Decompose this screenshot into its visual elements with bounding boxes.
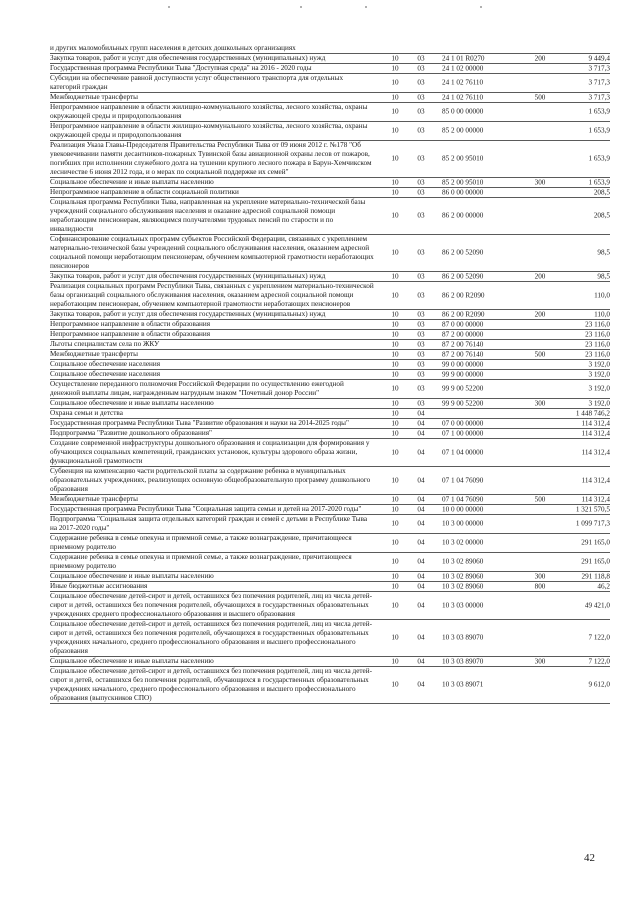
section-code: 10 [391,340,399,348]
table-row [50,657,610,667]
section-code: 10 [391,419,399,427]
section-code: 10 [391,350,399,358]
subsection-code: 04 [417,409,425,417]
target-article: 07 1 04 76090 [442,495,484,503]
target-article: 10 3 03 89071 [442,680,484,689]
table-row [50,178,610,188]
section-code: 10 [391,93,399,101]
table-row [50,141,610,178]
table-row [50,320,610,330]
section-code: 10 [391,448,399,456]
subsection-code: 03 [417,384,425,393]
subsection-code: 03 [417,64,425,72]
subsection-code: 04 [417,505,425,513]
row-name: Субсидии на обеспечение равной доступности услуг общественного транспорта для отдельных категорий граждан [50,74,344,91]
section-code: 10 [391,107,399,116]
target-article: 99 9 00 00000 [442,370,484,378]
subsection-code: 04 [417,495,425,503]
table-row [50,399,610,409]
section-code: 10 [391,572,399,580]
target-article: 85 2 00 95010 [442,178,484,186]
amount: 3 717,3 [588,64,610,72]
subsection-code: 03 [417,248,425,257]
table-row [50,439,610,467]
target-article: 24 1 02 76110 [442,93,484,101]
target-article: 07 0 00 00000 [442,419,484,427]
table-row [50,188,610,198]
amount: 114 312,4 [581,495,610,503]
section-code: 10 [391,272,399,280]
expense-type: 300 [534,178,546,186]
target-article: 87 0 00 00000 [442,320,484,328]
amount: 3 717,3 [588,78,610,87]
expense-type: 800 [534,582,546,590]
table-row [50,235,610,272]
table-row [50,467,610,495]
expense-type: 200 [534,272,546,280]
target-article: 87 2 00 76140 [442,350,484,358]
table-row [50,620,610,657]
table-row [50,572,610,582]
amount: 23 116,0 [585,330,610,338]
section-code: 10 [391,495,399,503]
subsection-code: 03 [417,310,425,318]
section-code: 10 [391,330,399,338]
row-name: Социальное обеспечение детей-сирот и детей, оставшихся без попечения родителей, лиц из числа детей-сирот и детей, оставшихся без попечения родителей, обучающихся в государственных образовательных учреждениях среднего профессионального образования и высшего образования [50,592,372,618]
table-row [50,350,610,360]
subsection-code: 03 [417,211,425,220]
amount: 1 653,9 [588,126,610,135]
row-name: и других маломобильных групп населения в детских дошкольных организациях [50,44,296,52]
target-article: 86 2 00 52090 [442,248,484,257]
target-article: 99 9 00 52200 [442,399,484,407]
section-code: 10 [391,409,399,417]
section-code: 10 [391,211,399,220]
row-name: Непрограммное направление в области жилищно-коммунального хозяйства, лесного хозяйства, охраны окружающей среды и природопользования [50,122,368,139]
amount: 110,0 [594,310,610,318]
table-row [50,370,610,380]
table-row [50,93,610,103]
subsection-code: 04 [417,519,425,528]
subsection-code: 03 [417,350,425,358]
row-name: Субвенция на компенсацию части родительской платы за содержание ребенка в муниципальных образовательных учреждениях, реализующих основную общеобразовательную программу дошкольного образования [50,467,371,493]
target-article: 24 1 02 76110 [442,78,484,87]
table-row [50,360,610,370]
target-article: 10 0 00 00000 [442,505,484,513]
expense-type: 500 [534,93,546,101]
section-code: 10 [391,538,399,547]
table-row [50,582,610,592]
page-number: 42 [584,852,595,864]
row-name: Непрограммное направление в области образования [50,330,211,338]
section-code: 10 [391,429,399,437]
subsection-code: 04 [417,601,425,609]
target-article: 10 3 00 00000 [442,519,484,528]
table-row [50,54,610,64]
section-code: 10 [391,310,399,318]
row-name: Непрограммное направление в области социальной политики [50,188,239,196]
table-row [50,495,610,505]
amount: 1 653,9 [588,107,610,116]
expense-type: 300 [534,572,546,580]
subsection-code: 04 [417,476,425,484]
amount: 9 612,0 [588,680,610,689]
amount: 114 312,4 [581,476,610,484]
row-name: Создание современной инфраструктуры дошкольного образования и социализации для формирования у обучающихся социальных компетенций, гражданских установок, культуры здорового образа жизни, функциональной грамотности [50,439,370,465]
section-code: 10 [391,557,399,566]
target-article: 10 3 03 89070 [442,657,484,665]
section-code: 10 [391,505,399,513]
amount: 3 192,0 [588,370,610,378]
row-name: Охрана семьи и детства [50,409,123,417]
subsection-code: 03 [417,330,425,338]
row-name: Закупка товаров, работ и услуг для обеспечения государственных (муниципальных) нужд [50,310,326,318]
table-row [50,330,610,340]
amount: 98,5 [597,248,610,257]
expense-type: 500 [534,350,546,358]
table-row [50,103,610,122]
budget-table [50,44,610,704]
target-article: 86 2 00 00000 [442,211,484,220]
table-row [50,272,610,282]
amount: 9 449,4 [588,54,610,62]
amount: 1 448 746,2 [575,409,610,417]
row-name: Межбюджетные трансферты [50,350,138,358]
section-code: 10 [391,78,399,87]
target-article: 07 1 04 00000 [442,448,484,456]
table-row [50,409,610,419]
row-name: Социальное обеспечение населения [50,370,161,378]
row-name: Осуществление переданного полномочия Российской Федерации по осуществлению ежегодной денежной выплаты лицам, награжденным нагрудным знаком "Почетный донор России" [50,380,344,397]
amount: 46,2 [597,582,610,590]
row-name: Социальная программа Республики Тыва, направленная на укрепление материально-технической базы учреждений социального обслуживания населения и оказание адресной социальной помощи неработающим пенсионерам, являющимся получателями трудовых пенсий по старости и по инвалидности [50,198,366,233]
subsection-code: 04 [417,633,425,642]
target-article: 24 1 02 00000 [442,64,484,72]
row-name: Закупка товаров, работ и услуг для обеспечения государственных (муниципальных) нужд [50,272,326,280]
subsection-code: 03 [417,126,425,135]
amount: 1 653,9 [588,154,610,163]
target-article: 99 9 00 52200 [442,384,484,393]
row-name: Непрограммное направление в области жилищно-коммунального хозяйства, лесного хозяйства, охраны окружающей среды и природопользования [50,103,368,120]
amount: 3 192,0 [588,384,610,393]
table-row [50,505,610,515]
table-row [50,44,610,54]
target-article: 10 3 03 89070 [442,633,484,642]
row-name: Содержание ребенка в семье опекуна и приемной семье, а также вознаграждение, причитающееся приемному родителю [50,553,352,570]
subsection-code: 03 [417,291,425,299]
section-code: 10 [391,384,399,393]
subsection-code: 03 [417,370,425,378]
subsection-code: 03 [417,154,425,163]
table-row [50,553,610,572]
subsection-code: 03 [417,107,425,116]
subsection-code: 03 [417,54,425,62]
target-article: 85 0 00 00000 [442,107,484,116]
subsection-code: 03 [417,320,425,328]
section-code: 10 [391,399,399,407]
target-article: 85 2 00 00000 [442,126,484,135]
table-row [50,340,610,350]
row-name: Государственная программа Республики Тыва "Социальная защита семьи и детей на 2017-2020 годы" [50,505,362,513]
row-name: Реализация Указа Главы-Председателя Правительства Республики Тыва от 09 июня 2012 г. №178 "Об увековечивании памяти десантников-пожарных Тувинской базы авиационной охраны лесов от пожаров, погибших при исполнении служебного долга на тушении крупного лесного пожара в Барун-Хемчикском лесничестве 6 июня 2012 года, и о мерах по социальной поддержке их семей" [50,141,372,176]
section-code: 10 [391,64,399,72]
row-name: Социальное обеспечение и иные выплаты населению [50,399,214,407]
table-row [50,592,610,620]
subsection-code: 03 [417,360,425,368]
row-name: Реализация социальных программ Республики Тыва, связанных с укреплением материально-технической базы организаций социального обслуживания населения, оказанием адресной социальной помощи неработающим пенсионерам, обучением компьютерной грамотности неработающих пенсионеров [50,282,374,308]
amount: 291 165,0 [581,538,610,547]
subsection-code: 03 [417,78,425,87]
section-code: 10 [391,370,399,378]
amount: 7 122,0 [588,633,610,642]
row-name: Софинансирование социальных программ субъектов Российской Федерации, связанных с укреплением материально-технической базы учреждений социального обслуживания населения, оказанием адресной социальной помощи неработающим пенсионерам, обучением компьютерной грамотности неработающих пенсионеров [50,235,374,270]
row-name: Государственная программа Республики Тыва "Развитие образования и науки на 2014-2025 годы" [50,419,349,427]
target-article: 10 3 03 00000 [442,601,484,609]
row-name: Социальное обеспечение и иные выплаты населению [50,657,214,665]
row-name: Социальное обеспечение и иные выплаты населению [50,178,214,186]
subsection-code: 03 [417,188,425,196]
subsection-code: 03 [417,399,425,407]
amount: 3 192,0 [588,399,610,407]
table-row [50,198,610,235]
target-article: 87 2 00 76140 [442,340,484,348]
expense-type: 500 [534,495,546,503]
amount: 208,5 [593,188,610,196]
amount: 3 192,0 [588,360,610,368]
subsection-code: 04 [417,680,425,689]
amount: 1 099 717,3 [575,519,610,528]
section-code: 10 [391,188,399,196]
table-row [50,429,610,439]
section-code: 10 [391,54,399,62]
target-article: 10 3 02 00000 [442,538,484,547]
subsection-code: 04 [417,429,425,437]
expense-type: 300 [534,399,546,407]
row-name: Социальное обеспечение и иные выплаты населению [50,572,214,580]
row-name: Содержание ребенка в семье опекуна и приемной семье, а также вознаграждение, причитающееся приемному родителю [50,534,352,551]
amount: 114 312,4 [581,448,610,456]
subsection-code: 04 [417,419,425,427]
subsection-code: 04 [417,572,425,580]
subsection-code: 03 [417,340,425,348]
amount: 23 116,0 [585,350,610,358]
target-article: 10 3 02 89060 [442,572,484,580]
expense-type: 200 [534,54,546,62]
row-name: Непрограммное направление в области образования [50,320,211,328]
row-name: Межбюджетные трансферты [50,495,138,503]
section-code: 10 [391,126,399,135]
row-name: Иные бюджетные ассигнования [50,582,148,590]
section-code: 10 [391,154,399,163]
section-code: 10 [391,178,399,186]
section-code: 10 [391,680,399,689]
amount: 23 116,0 [585,340,610,348]
target-article: 07 1 04 76090 [442,476,484,484]
amount: 1 321 570,5 [575,505,610,513]
expense-type: 200 [534,310,546,318]
section-code: 10 [391,291,399,299]
row-name: Подпрограмма "Развитие дошкольного образования" [50,429,212,437]
row-name: Подпрограмма "Социальная защита отдельных категорий граждан и семей с детьми в Республике Тыва на 2017-2020 годы" [50,515,368,532]
amount: 114 312,4 [581,429,610,437]
section-code: 10 [391,360,399,368]
subsection-code: 04 [417,538,425,547]
target-article: 86 2 00 52090 [442,272,484,280]
subsection-code: 04 [417,657,425,665]
subsection-code: 03 [417,272,425,280]
amount: 98,5 [597,272,610,280]
table-row [50,282,610,310]
section-code: 10 [391,657,399,665]
amount: 7 122,0 [588,657,610,665]
table-row [50,667,610,704]
subsection-code: 03 [417,93,425,101]
subsection-code: 04 [417,557,425,566]
section-code: 10 [391,601,399,609]
target-article: 10 3 02 89060 [442,557,484,566]
amount: 49 421,0 [584,601,610,609]
subsection-code: 04 [417,582,425,590]
row-name: Социальное обеспечение населения [50,360,161,368]
row-name: Межбюджетные трансферты [50,93,138,101]
target-article: 99 0 00 00000 [442,360,484,368]
section-code: 10 [391,476,399,484]
table-row [50,74,610,93]
amount: 23 116,0 [585,320,610,328]
table-row [50,515,610,534]
target-article: 85 2 00 95010 [442,154,484,163]
section-code: 10 [391,582,399,590]
target-article: 10 3 02 89060 [442,582,484,590]
row-name: Льготы специалистам села по ЖКУ [50,340,160,348]
amount: 1 653,9 [588,178,610,186]
scan-artifact [160,6,560,12]
row-name: Социальное обеспечение детей-сирот и детей, оставшихся без попечения родителей, лиц из числа детей-сирот и детей, оставшихся без попечения родителей, обучающихся в государственных образовательных учреждениях начального, среднего профессионального образования и высшего профессионального образования (выпускников СПО) [50,667,372,702]
expense-type: 300 [534,657,546,665]
table-row [50,122,610,141]
amount: 114 312,4 [581,419,610,427]
target-article: 24 1 01 R0270 [442,54,485,62]
subsection-code: 04 [417,448,425,456]
table-row [50,380,610,399]
target-article: 87 2 00 00000 [442,330,484,338]
section-code: 10 [391,633,399,642]
target-article: 86 2 00 R2090 [442,291,485,299]
table-row [50,310,610,320]
table-row [50,64,610,74]
section-code: 10 [391,519,399,528]
section-code: 10 [391,320,399,328]
amount: 110,0 [594,291,610,299]
row-name: Государственная программа Республики Тыва "Доступная среда" на 2016 - 2020 годы [50,64,312,72]
row-name: Закупка товаров, работ и услуг для обеспечения государственных (муниципальных) нужд [50,54,326,62]
amount: 3 717,3 [588,93,610,101]
target-article: 07 1 00 00000 [442,429,484,437]
amount: 291 118,8 [581,572,610,580]
table-row [50,534,610,553]
table-row [50,419,610,429]
section-code: 10 [391,248,399,257]
subsection-code: 03 [417,178,425,186]
target-article: 86 0 00 00000 [442,188,484,196]
amount: 291 165,0 [581,557,610,566]
row-name: Социальное обеспечение детей-сирот и детей, оставшихся без попечения родителей, лиц из числа детей-сирот и детей, оставшихся без попечения родителей, обучающихся в государственных образовательных учреждениях начального, среднего профессионального образования и высшего профессионального образования [50,620,372,655]
amount: 208,5 [593,211,610,220]
target-article: 86 2 00 R2090 [442,310,485,318]
